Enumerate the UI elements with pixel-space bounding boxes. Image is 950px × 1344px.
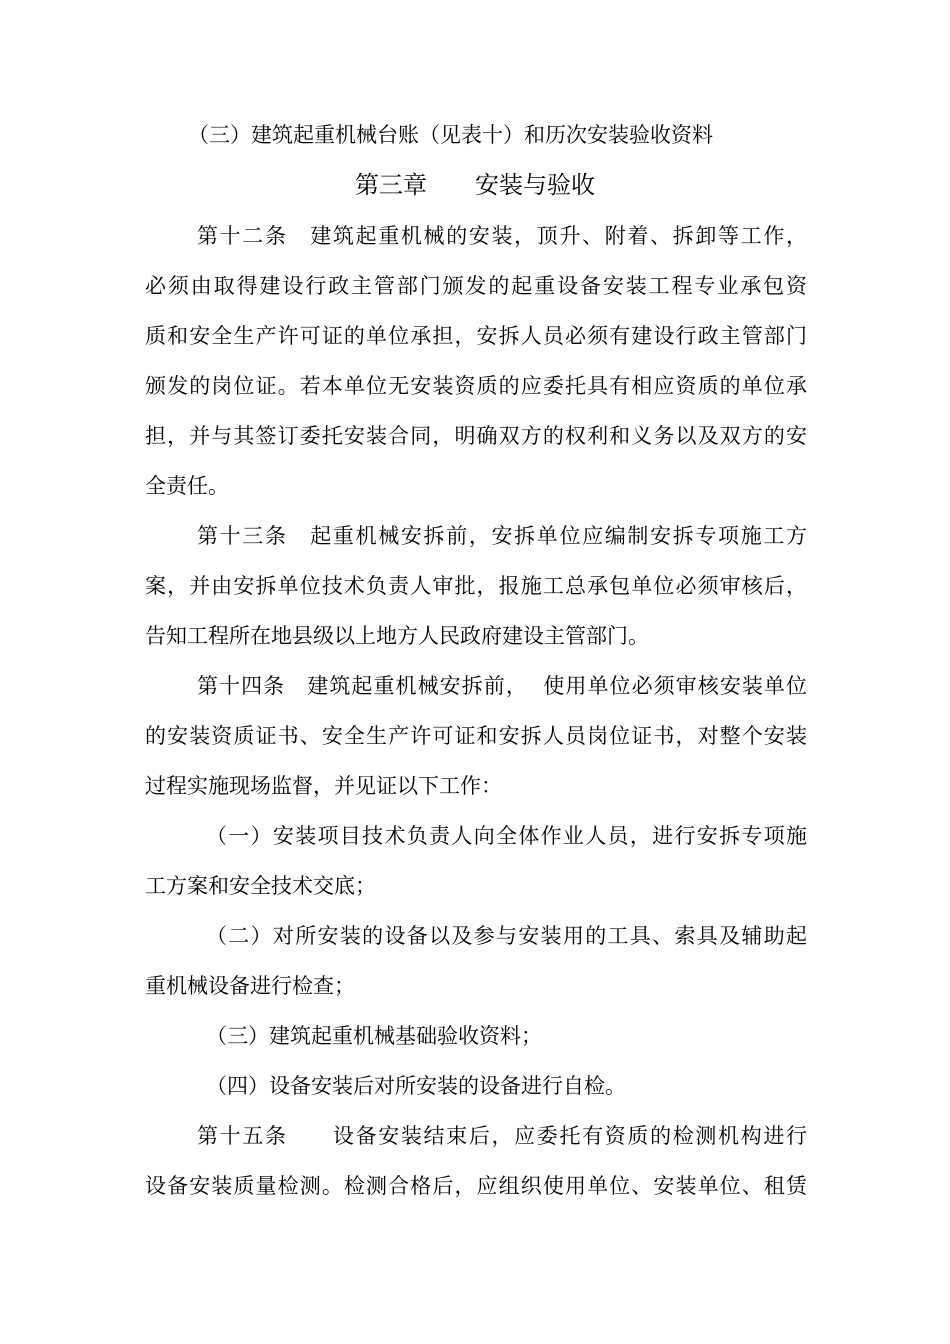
article-15-line-1: 第十五条 设备安装结束后，应委托有资质的检测机构进行 (197, 1124, 807, 1148)
chapter-title: 第三章 安装与验收 (355, 171, 595, 199)
article-14-item-1-line-1: （一）安装项目技术负责人向全体作业人员，进行安拆专项施 (206, 824, 807, 848)
article-12-line-1: 第十二条 建筑起重机械的安装，顶升、附着、拆卸等工作， (197, 224, 807, 248)
article-13-line-2: 案，并由安拆单位技术负责人审批，报施工总承包单位必须审核后， (145, 574, 807, 598)
article-12-line-2: 必须由取得建设行政主管部门颁发的起重设备安装工程专业承包资 (145, 274, 807, 298)
article-12-line-5: 担，并与其签订委托安装合同，明确双方的权利和义务以及双方的安 (145, 424, 807, 448)
article-12-line-6: 全责任。 (145, 474, 229, 498)
list-item-ledger: （三）建筑起重机械台账（见表十）和历次安装验收资料 (188, 123, 713, 147)
article-14-item-1-line-2: 工方案和安全技术交底； (145, 874, 376, 898)
article-14-item-3: （三）建筑起重机械基础验收资料； (206, 1024, 542, 1048)
article-12-line-4: 颁发的岗位证。若本单位无安装资质的应委托具有相应资质的单位承 (145, 374, 807, 398)
article-14-line-2: 的安装资质证书、安全生产许可证和安拆人员岗位证书，对整个安装 (145, 724, 807, 748)
article-13-line-3: 告知工程所在地县级以上地方人民政府建设主管部门。 (145, 624, 649, 648)
article-14-line-3: 过程实施现场监督，并见证以下工作： (145, 774, 502, 798)
article-13-line-1: 第十三条 起重机械安拆前，安拆单位应编制安拆专项施工方 (197, 524, 807, 548)
article-14-item-4: （四）设备安装后对所安装的设备进行自检。 (206, 1074, 626, 1098)
article-14-item-2-line-2: 重机械设备进行检查； (145, 974, 355, 998)
article-14-line-1: 第十四条 建筑起重机械安拆前， 使用单位必须审核安装单位 (197, 674, 807, 698)
article-14-item-2-line-1: （二）对所安装的设备以及参与安装用的工具、索具及辅助起 (206, 924, 807, 948)
article-15-line-2: 设备安装质量检测。检测合格后，应组织使用单位、安装单位、租赁 (145, 1174, 807, 1198)
article-12-line-3: 质和安全生产许可证的单位承担，安拆人员必须有建设行政主管部门 (145, 324, 807, 348)
